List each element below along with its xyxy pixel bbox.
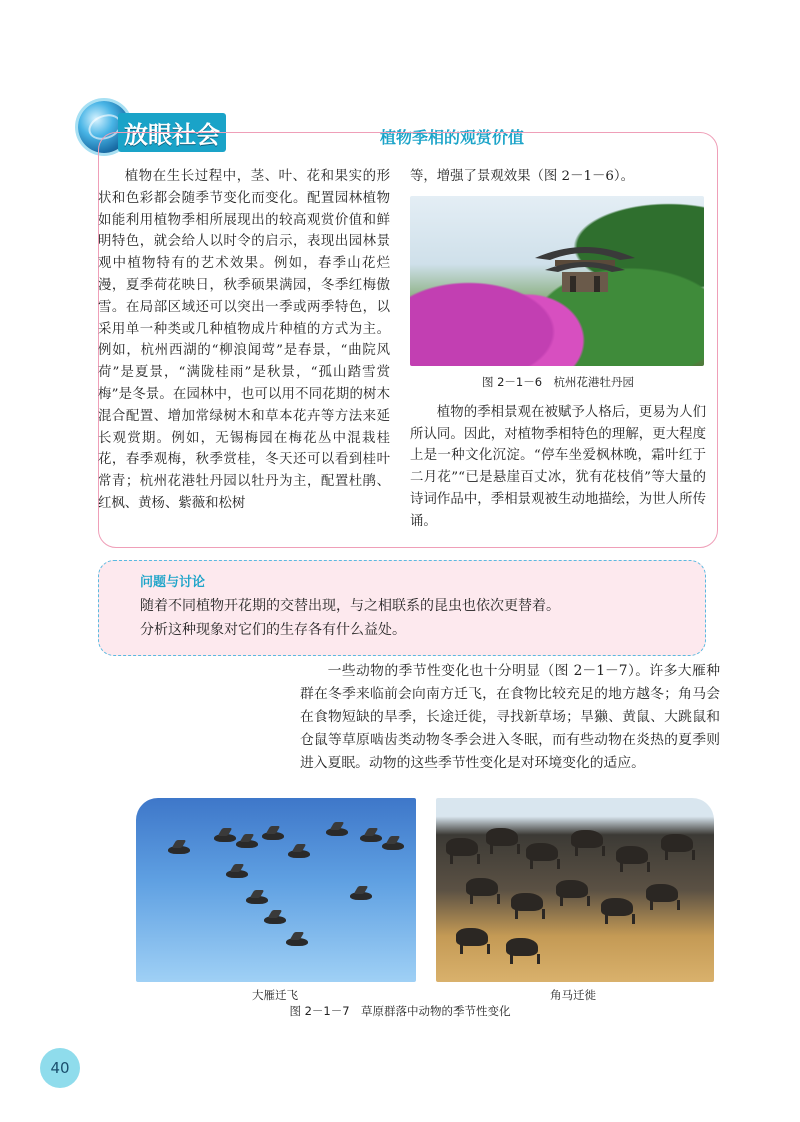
discussion-line-2: 分析这种现象对它们的生存各有什么益处。 (140, 622, 406, 638)
page-number: 40 (40, 1048, 80, 1088)
peony-garden-photo (410, 196, 704, 366)
goose-icon (288, 850, 310, 858)
wildebeest-icon (466, 878, 498, 896)
main-paragraph: 一些动物的季节性变化也十分明显（图 2－1－7）。许多大雁种群在冬季来临前会向南方迁飞，在食物比较充足的地方越冬；角马会在食物短缺的旱季，长途迁徙，寻找新草场；旱獭、黄鼠、大跳鼠和仓鼠等草原啮齿类动物冬季会进入冬眠，而有些动物在炎热的夏季则进入夏眠。动物的这些季节性变化是对环境变化的适应。 (300, 663, 720, 771)
figure-caption-2-1-6: 图 2－1－6 杭州花港牡丹园 (481, 374, 635, 389)
wildebeest-icon (571, 830, 603, 848)
geese-label: 大雁迁飞 (252, 988, 298, 1002)
goose-icon (382, 842, 404, 850)
wildebeest-icon (446, 838, 478, 856)
feature-paragraph-right: 植物的季相景观在被赋予人格后，更易为人们所认同。因此，对植物季相特色的理解，更大程度上是一种文化沉淀。“停车坐爱枫林晚，霜叶红于二月花”“已是悬崖百丈冰，犹有花枝俏”等大量的诗词作品中，季相景观被生动地描绘，为世人所传诵。 (410, 404, 706, 529)
wildebeest-label: 角马迁徙 (550, 988, 596, 1002)
main-text-block (300, 660, 720, 775)
wildebeest-icon (601, 898, 633, 916)
wildebeest-icon (511, 893, 543, 911)
goose-icon (246, 896, 268, 904)
wildebeest-icon (661, 834, 693, 852)
feature-right-column (410, 166, 706, 533)
wildebeest-icon (526, 843, 558, 861)
goose-icon (286, 938, 308, 946)
goose-icon (360, 834, 382, 842)
goose-icon (214, 834, 236, 842)
geese-migration-photo (136, 798, 416, 982)
section-title: 植物季相的观赏价值 (380, 128, 525, 147)
brand-label: 放眼社会 (118, 113, 226, 152)
wildebeest-icon (456, 928, 488, 946)
goose-icon (262, 832, 284, 840)
wildebeest-migration-photo (436, 798, 714, 982)
wildebeest-icon (616, 846, 648, 864)
goose-icon (350, 892, 372, 900)
goose-icon (168, 846, 190, 854)
goose-icon (326, 828, 348, 836)
goose-icon (236, 840, 258, 848)
wildebeest-icon (506, 938, 538, 956)
wildebeest-icon (556, 880, 588, 898)
goose-icon (226, 870, 248, 878)
feature-paragraph-right-top: 等，增强了景观效果（图 2－1－6）。 (410, 169, 634, 184)
goose-icon (264, 916, 286, 924)
figure-caption-2-1-7: 图 2－1－7 草原群落中动物的季节性变化 (289, 1004, 511, 1018)
pagoda-icon (530, 236, 640, 296)
feature-left-column (98, 166, 390, 515)
discussion-title: 问题与讨论 (140, 575, 206, 590)
feature-paragraph-left: 植物在生长过程中，茎、叶、花和果实的形状和色彩都会随季节变化而变化。配置园林植物如能利用植物季相所展现出的较高观赏价值和鲜明特色，就会给人以时令的启示，表现出园林景观中植物特有的艺术效果。例如，春季山花烂漫，夏季荷花映日，秋季硕果满园，冬季红梅傲雪。在局部区域还可以突出一季或两季特色，以采用单一种类或几种植物成片种植的方式为主。例如，杭州西湖的“柳浪闻莺”是春景，“曲院风荷”是夏景，“满陇桂雨”是秋景，“孤山踏雪赏梅”是冬景。在园林中，也可以用不同花期的树木混合配置、增加常绿树木和草本花卉等方法来延长观赏期。例如，无锡梅园在梅花丛中混栽桂花，春季观梅，秋季赏桂，冬天还可以看到桂叶常青；杭州花港牡丹园以牡丹为主，配置杜鹃、红枫、黄杨、紫薇和松树 (98, 169, 390, 511)
discussion-line-1: 随着不同植物开花期的交替出现，与之相联系的昆虫也依次更替着。 (140, 598, 560, 614)
wildebeest-icon (486, 828, 518, 846)
wildebeest-icon (646, 884, 678, 902)
